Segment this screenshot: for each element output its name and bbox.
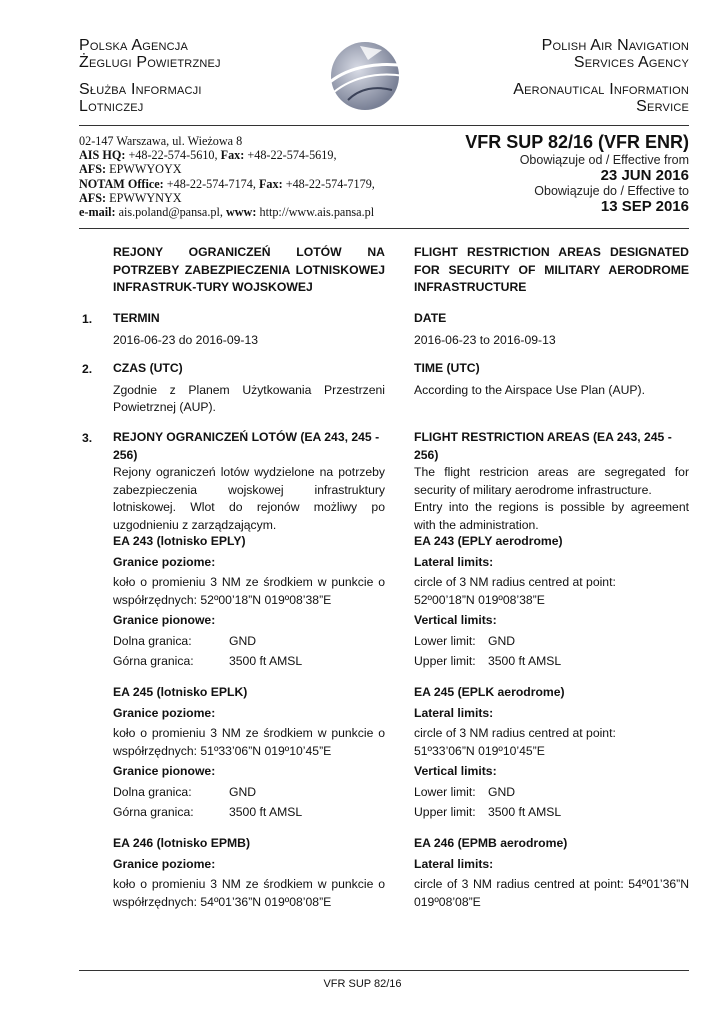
- lower-label: Dolna granica:: [113, 633, 192, 648]
- section-number-1: 1.: [82, 312, 93, 326]
- contact-divider: [79, 228, 689, 229]
- vertical-label: Vertical limits:: [414, 764, 497, 778]
- lower-label: Lower limit:: [414, 633, 476, 648]
- www-label: www:: [225, 205, 257, 220]
- address: 02-147 Warszawa, ul. Wieżowa 8: [79, 134, 243, 148]
- notam-fax: +48-22-574-7179,: [282, 176, 375, 191]
- page-footer: VFR SUP 82/16: [323, 978, 402, 990]
- service-name-pl-line1: Służba Informacji: [79, 81, 202, 98]
- upper-label: Górna granica:: [113, 805, 194, 819]
- lower-value: GND: [488, 633, 516, 648]
- org-name-pl-line2: Żeglugi Powietrznej: [79, 54, 221, 71]
- section-text: The flight restricion areas are segregated for security of military aerodrome infrastructure.: [414, 465, 689, 497]
- afs-label: AFS:: [79, 190, 107, 205]
- ea246-pl: [113, 835, 385, 911]
- lateral-label: Lateral limits:: [414, 554, 494, 569]
- lateral-label: Granice poziome:: [113, 705, 216, 720]
- sup-info: [389, 132, 689, 215]
- section-title: DATE: [414, 311, 447, 325]
- ea243-en: [414, 533, 689, 671]
- section-number-3: 3.: [82, 431, 93, 445]
- section-1-pl: [113, 310, 385, 349]
- upper-label: Upper limit:: [414, 805, 476, 819]
- area-circle: circle of 3 NM radius centred at point: 54º01’36”N 019º08’08”E: [414, 877, 689, 909]
- section-text: Zgodnie z Planem Użytkowania Przestrzeni Powietrznej (AUP).: [113, 382, 385, 414]
- org-name-en-line2: Services Agency: [573, 54, 689, 71]
- upper-label: Górna granica:: [113, 654, 194, 668]
- area-circle: koło o promieniu 3 NM ze środkiem w punkcie o współrzędnych: 52º00’18”N 019º08’38”E: [113, 575, 385, 607]
- section-title: TERMIN: [113, 311, 160, 325]
- area-title: EA 243 (lotnisko EPLY): [113, 534, 246, 548]
- ea246-en: [414, 835, 689, 911]
- heading-pl: REJONY OGRANICZEŃ LOTÓW NA POTRZEBY ZABEZPIECZENIA LOTNISKOWEJ INFRASTRUK-TURY WOJSKOWEJ: [113, 245, 385, 294]
- service-name-pl-line2: Lotniczej: [79, 98, 144, 115]
- section-text: According to the Airspace Use Plan (AUP).: [414, 382, 645, 397]
- ais-hq-phone: +48-22-574-5610,: [125, 148, 221, 163]
- service-name-en-line1: Aeronautical Information: [513, 81, 689, 98]
- notam-label: NOTAM Office:: [79, 176, 164, 191]
- header-divider: [79, 125, 689, 126]
- notam-phone: +48-22-574-7174,: [163, 176, 259, 191]
- effective-to-label: Obowiązuje do / Effective to: [534, 184, 689, 198]
- section-text: Rejony ograniczeń lotów wydzielone na potrzeby zabezpieczenia wojskowej infrastruktury lotniskowej. Wlot do rejonów możliwy po uzgodnieniu z zarządzającym.: [113, 465, 385, 532]
- lower-value: GND: [229, 633, 257, 648]
- org-name-en-line1: Polish Air Navigation: [541, 37, 689, 54]
- upper-value: 3500 ft AMSL: [229, 654, 303, 668]
- lower-value: GND: [488, 784, 516, 799]
- section-title: FLIGHT RESTRICTION AREAS (EA 243, 245 - 256): [414, 430, 672, 462]
- area-circle: koło o promieniu 3 NM ze środkiem w punkcie o współrzędnych: 54º01’36”N 019º08’08”E: [113, 877, 385, 909]
- area-title: EA 245 (EPLK aerodrome): [414, 685, 565, 699]
- ea243-pl: [113, 533, 385, 671]
- fax-label: Fax:: [258, 176, 283, 191]
- afs-address: EPWWYOYX: [106, 162, 182, 177]
- contact-block: [79, 134, 409, 219]
- section-1-en: [414, 310, 689, 349]
- upper-value: 3500 ft AMSL: [488, 805, 562, 819]
- lower-value: GND: [229, 784, 257, 799]
- area-title: EA 243 (EPLY aerodrome): [414, 534, 563, 548]
- afs-label: AFS:: [79, 162, 107, 177]
- lower-label: Dolna granica:: [113, 784, 192, 799]
- upper-label: Upper limit:: [414, 654, 476, 668]
- email-link[interactable]: ais.poland@pansa.pl,: [115, 205, 226, 220]
- org-name-pl-line1: Polska Agencja: [79, 37, 189, 54]
- area-circle: circle of 3 NM radius centred at point: 52º00’18”N 019º08’38”E: [414, 575, 616, 607]
- effective-from-date: 23 JUN 2016: [600, 167, 689, 184]
- vertical-label: Vertical limits:: [414, 613, 497, 627]
- date-range: 2016-06-23 to 2016-09-13: [414, 332, 556, 347]
- area-title: EA 245 (lotnisko EPLK): [113, 685, 248, 699]
- section-2-pl: [113, 360, 385, 417]
- section-number-2: 2.: [82, 362, 93, 376]
- www-link[interactable]: http://www.ais.pansa.pl: [256, 205, 375, 220]
- pansa-logo-icon: [320, 36, 410, 116]
- afs-address-notam: EPWWYNYX: [106, 190, 182, 205]
- footer-divider: [79, 970, 689, 971]
- section-text: Entry into the regions is possible by agreement with the administration.: [414, 500, 689, 532]
- area-circle: circle of 3 NM radius centred at point: 51º33’06”N 019º10’45”E: [414, 726, 616, 758]
- section-2-en: [414, 360, 689, 399]
- service-name-en-line2: Service: [636, 98, 689, 115]
- heading-en: FLIGHT RESTRICTION AREAS DESIGNATED FOR SECURITY OF MILITARY AERODROME INFRASTRUCTURE: [414, 245, 689, 294]
- section-3-pl: [113, 429, 385, 534]
- header-left: [79, 37, 329, 115]
- lateral-label: Granice poziome:: [113, 554, 216, 569]
- ais-hq-label: AIS HQ:: [79, 148, 126, 163]
- area-title: EA 246 (EPMB aerodrome): [414, 836, 568, 850]
- email-label: e-mail:: [79, 205, 116, 220]
- fax-label: Fax:: [220, 148, 245, 163]
- ea245-pl: [113, 684, 385, 822]
- vertical-label: Granice pionowe:: [113, 764, 216, 778]
- ea245-en: [414, 684, 689, 822]
- lateral-label: Granice poziome:: [113, 856, 216, 871]
- lower-label: Lower limit:: [414, 784, 476, 799]
- vertical-label: Granice pionowe:: [113, 613, 216, 627]
- area-title: EA 246 (lotnisko EPMB): [113, 836, 251, 850]
- lateral-label: Lateral limits:: [414, 705, 494, 720]
- section-title: REJONY OGRANICZEŃ LOTÓW (EA 243, 245 - 256): [113, 430, 380, 462]
- sup-title: VFR SUP 82/16 (VFR ENR): [465, 132, 689, 152]
- upper-value: 3500 ft AMSL: [229, 805, 303, 819]
- lateral-label: Lateral limits:: [414, 856, 494, 871]
- effective-to-date: 13 SEP 2016: [600, 198, 689, 215]
- section-title: TIME (UTC): [414, 361, 480, 375]
- header-right: [429, 37, 689, 115]
- section-3-en: [414, 429, 689, 534]
- effective-from-label: Obowiązuje od / Effective from: [519, 153, 689, 167]
- upper-value: 3500 ft AMSL: [488, 654, 562, 668]
- section-title: CZAS (UTC): [113, 361, 183, 375]
- date-range: 2016-06-23 do 2016-09-13: [113, 332, 259, 347]
- ais-hq-fax: +48-22-574-5619,: [244, 148, 337, 163]
- area-circle: koło o promieniu 3 NM ze środkiem w punkcie o współrzędnych: 51º33’06”N 019º10’45”E: [113, 726, 385, 758]
